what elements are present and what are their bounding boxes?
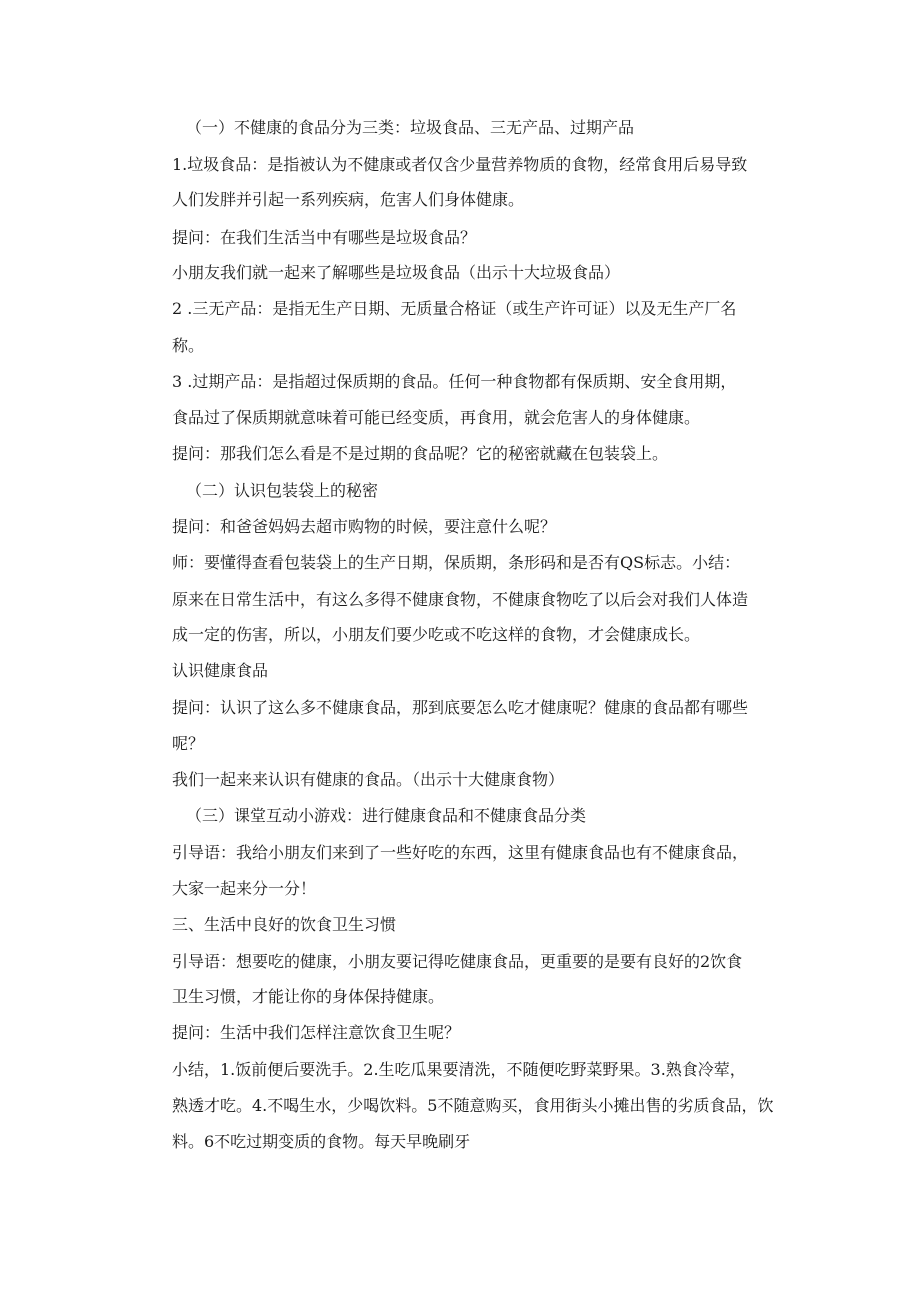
paragraph-summary-line-1: 小结，1.饭前便后要洗手。2.生吃瓜果要清洗，不随便吃野菜野果。3.熟食冷荤， — [172, 1060, 746, 1079]
question-supermarket: 提问：和爸爸妈妈去超市购物的时候，要注意什么呢？ — [172, 517, 557, 536]
section-heading-eating-habits: 三、生活中良好的饮食卫生习惯 — [172, 915, 397, 934]
paragraph-teacher-line-3: 成一定的伤害，所以，小朋友们要少吃或不吃这样的食物，才会健康成长。 — [172, 625, 701, 644]
question-expired-food: 提问：那我们怎么看是不是过期的食品呢？它的秘密就藏在包装袋上。 — [172, 444, 669, 463]
paragraph-guide-habits-line-2: 卫生习惯，才能让你的身体保持健康。 — [172, 987, 445, 1006]
section-heading-packaging-secret: （二）认识包装袋上的秘密 — [186, 481, 379, 500]
paragraph-teacher-line-1: 师：要懂得查看包装袋上的生产日期，保质期，条形码和是否有QS标志。小结： — [172, 553, 741, 572]
paragraph-show-junk-food: 小朋友我们就一起来了解哪些是垃圾食品（出示十大垃圾食品） — [172, 263, 621, 282]
question-food-hygiene: 提问：生活中我们怎样注意饮食卫生呢？ — [172, 1023, 461, 1042]
paragraph-show-healthy-food: 我们一起来来认识有健康的食品。（出示十大健康食物） — [172, 770, 565, 789]
paragraph-junk-food-line-1: 1.垃圾食品：是指被认为不健康或者仅含少量营养物质的食物，经常食用后易导致 — [172, 155, 748, 174]
section-heading-healthy-food: 认识健康食品 — [172, 661, 269, 680]
paragraph-guide-habits-line-1: 引导语：想要吃的健康，小朋友要记得吃健康食品，更重要的是要有良好的2饮食 — [172, 952, 743, 971]
paragraph-expired-products-line-1: 3 .过期产品：是指超过保质期的食品。任何一种食物都有保质期、安全食用期， — [172, 372, 737, 391]
paragraph-three-no-products-line-2: 称。 — [172, 336, 205, 355]
paragraph-guide-game-line-1: 引导语：我给小朋友们来到了一些好吃的东西，这里有健康食品也有不健康食品， — [172, 843, 749, 862]
paragraph-three-no-products-line-1: 2 .三无产品：是指无生产日期、无质量合格证（或生产许可证）以及无生产厂名 — [172, 299, 737, 318]
paragraph-summary-line-3: 料。6不吃过期变质的食物。每天早晚刷牙 — [172, 1132, 471, 1151]
question-junk-food: 提问：在我们生活当中有哪些是垃圾食品？ — [172, 228, 477, 247]
section-heading-unhealthy-food: （一）不健康的食品分为三类：垃圾食品、三无产品、过期产品 — [186, 118, 635, 137]
paragraph-summary-line-2: 熟透才吃。4.不喝生水，少喝饮料。5不随意购买，食用街头小摊出售的劣质食品，饮 — [172, 1096, 774, 1115]
paragraph-teacher-line-2: 原来在日常生活中，有这么多得不健康食物，不健康食物吃了以后会对我们人体造 — [172, 590, 749, 609]
paragraph-expired-products-line-2: 食品过了保质期就意味着可能已经变质，再食用，就会危害人的身体健康。 — [172, 408, 701, 427]
paragraph-junk-food-line-2: 人们发胖并引起一系列疾病，危害人们身体健康。 — [172, 190, 525, 209]
section-heading-classroom-game: （三）课堂互动小游戏：进行健康食品和不健康食品分类 — [186, 806, 587, 825]
question-healthy-food-line-1: 提问：认识了这么多不健康食品，那到底要怎么吃才健康呢？健康的食品都有哪些 — [172, 698, 749, 717]
paragraph-guide-game-line-2: 大家一起来分一分！ — [172, 879, 317, 898]
question-healthy-food-line-2: 呢？ — [172, 734, 205, 753]
